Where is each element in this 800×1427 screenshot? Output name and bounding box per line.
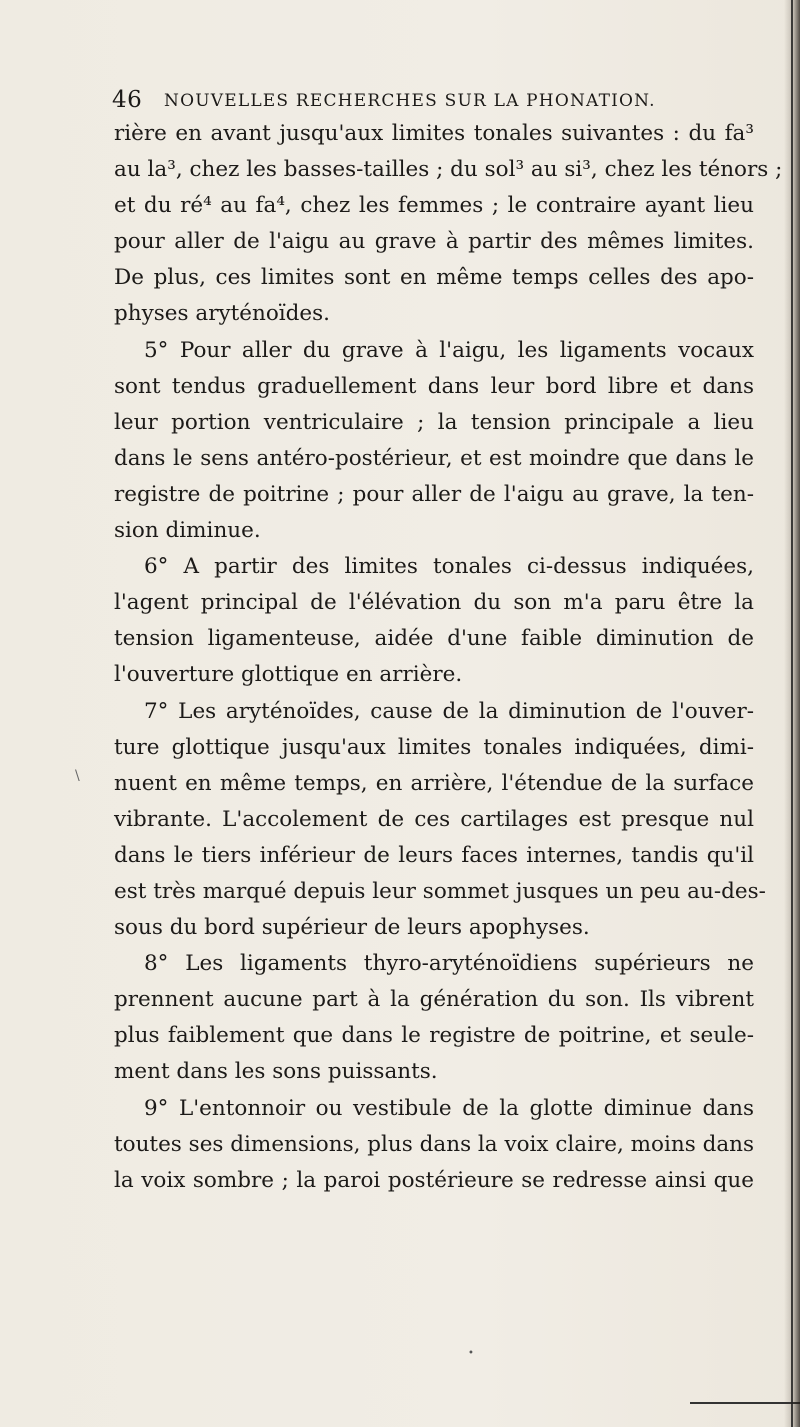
text-line: l'ouverture glottique en arrière.: [114, 662, 463, 688]
paragraph-8-start: 8° Les ligaments thyro-aryténoïdiens supérieurs ne: [144, 951, 754, 977]
text-line: pour aller de l'aigu au grave à partir des mêmes limites.: [114, 229, 754, 255]
paragraph-6-start: 6° A partir des limites tonales ci-dessus indiquées,: [144, 554, 754, 580]
text-line: dans le sens antéro-postérieur, et est moindre que dans le: [114, 445, 754, 471]
text-line: est très marqué depuis leur sommet jusques un peu au-des-: [114, 878, 766, 904]
text-line: plus faiblement que dans le registre de poitrine, et seule-: [114, 1023, 754, 1049]
ink-speck: •: [468, 1348, 474, 1359]
text-line: prennent aucune part à la génération du son. Ils vibrent: [114, 987, 754, 1013]
text-line: et du ré⁴ au fa⁴, chez les femmes ; le contraire ayant lieu: [114, 193, 754, 219]
text-line: dans le tiers inférieur de leurs faces internes, tandis qu'il: [114, 842, 754, 868]
text-line: sous du bord supérieur de leurs apophyses.: [114, 915, 590, 941]
text-line: sont tendus graduellement dans leur bord libre et dans: [114, 373, 754, 399]
text-line: physes aryténoïdes.: [114, 301, 331, 327]
text-line: ture glottique jusqu'aux limites tonales indiquées, dimi-: [114, 734, 754, 760]
text-line: tension ligamenteuse, aidée d'une faible diminution de: [114, 626, 754, 652]
text-line: registre de poitrine ; pour aller de l'aigu au grave, la ten-: [114, 481, 754, 507]
binding-edge-line: [791, 0, 793, 1427]
text-line: De plus, ces limites sont en même temps celles des apo-: [114, 265, 754, 291]
body-text: [114, 116, 783, 1199]
running-title: NOUVELLES RECHERCHES SUR LA PHONATION.: [164, 91, 656, 111]
margin-mark: \: [75, 768, 80, 784]
page-number: 46: [112, 87, 143, 113]
text-line: rière en avant jusqu'aux limites tonales suivantes : du fa³: [114, 121, 754, 146]
text-line: sion diminue.: [114, 518, 261, 544]
text-line: la voix sombre ; la paroi postérieure se redresse ainsi que: [114, 1167, 754, 1193]
paragraph-5-start: 5° Pour aller du grave à l'aigu, les ligaments vocaux: [144, 337, 754, 363]
text-line: ment dans les sons puissants.: [114, 1059, 438, 1085]
paragraph-9-start: 9° L'entonnoir ou vestibule de la glotte diminue dans: [144, 1095, 754, 1121]
text-line: leur portion ventriculaire ; la tension principale a lieu: [114, 409, 754, 435]
text-line: l'agent principal de l'élévation du son m'a paru être la: [114, 590, 754, 616]
text-line: au la³, chez les basses-tailles ; du sol³ au si³, chez les ténors ;: [114, 157, 783, 183]
paragraph-7-start: 7° Les aryténoïdes, cause de la diminution de l'ouver-: [144, 698, 754, 724]
text-line: nuent en même temps, en arrière, l'étendue de la surface: [114, 770, 754, 796]
text-line: toutes ses dimensions, plus dans la voix claire, moins dans: [114, 1131, 755, 1157]
text-line: vibrante. L'accolement de ces cartilages est presque nul: [114, 806, 754, 832]
